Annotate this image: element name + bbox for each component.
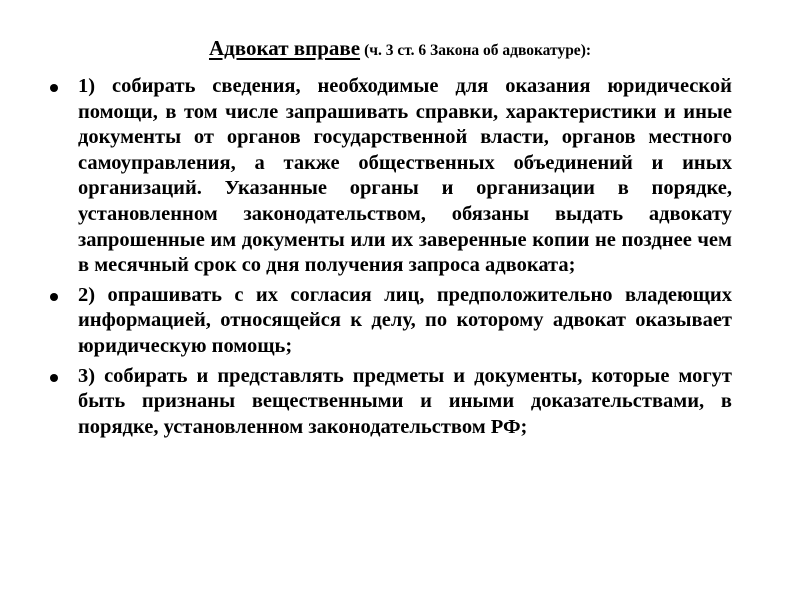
bullet-item-3 [50,364,732,441]
bullet-dot-icon [50,84,58,92]
bullet-text-1: 1) собирать сведения, необходимые для оказания юридической помощи, в том числе запрашивать справки, характеристики и иные документы от органов государственной власти, органов местного самоуправления, а также общественных объединений и иных организаций. Указанные органы и организации в порядке, установленном законодательством, обязаны выдать адвокату запрошенные им документы или их заверенные копии не позднее чем в месячный срок со дня получения запроса адвоката; [78,75,732,277]
bullet-dot-icon [50,293,58,301]
slide-title-main: Адвокат вправе [208,36,361,60]
bullet-text-3: 3) собирать и представлять предметы и документы, которые могут быть признаны вещественными и иными доказательствами, в порядке, установленном законодательством РФ; [78,364,732,438]
bullet-list [50,74,732,444]
slide-title [0,36,800,61]
slide-title-reference: (ч. 3 ст. 6 Закона об адвокатуре): [364,42,592,59]
bullet-text-2: 2) опрашивать с их согласия лиц, предположительно владеющих информацией, относящейся к делу, по которому адвокат оказывает юридическую помощь; [78,283,732,357]
bullet-dot-icon [50,374,58,382]
bullet-item-2 [50,283,732,360]
bullet-item-1 [50,74,732,279]
